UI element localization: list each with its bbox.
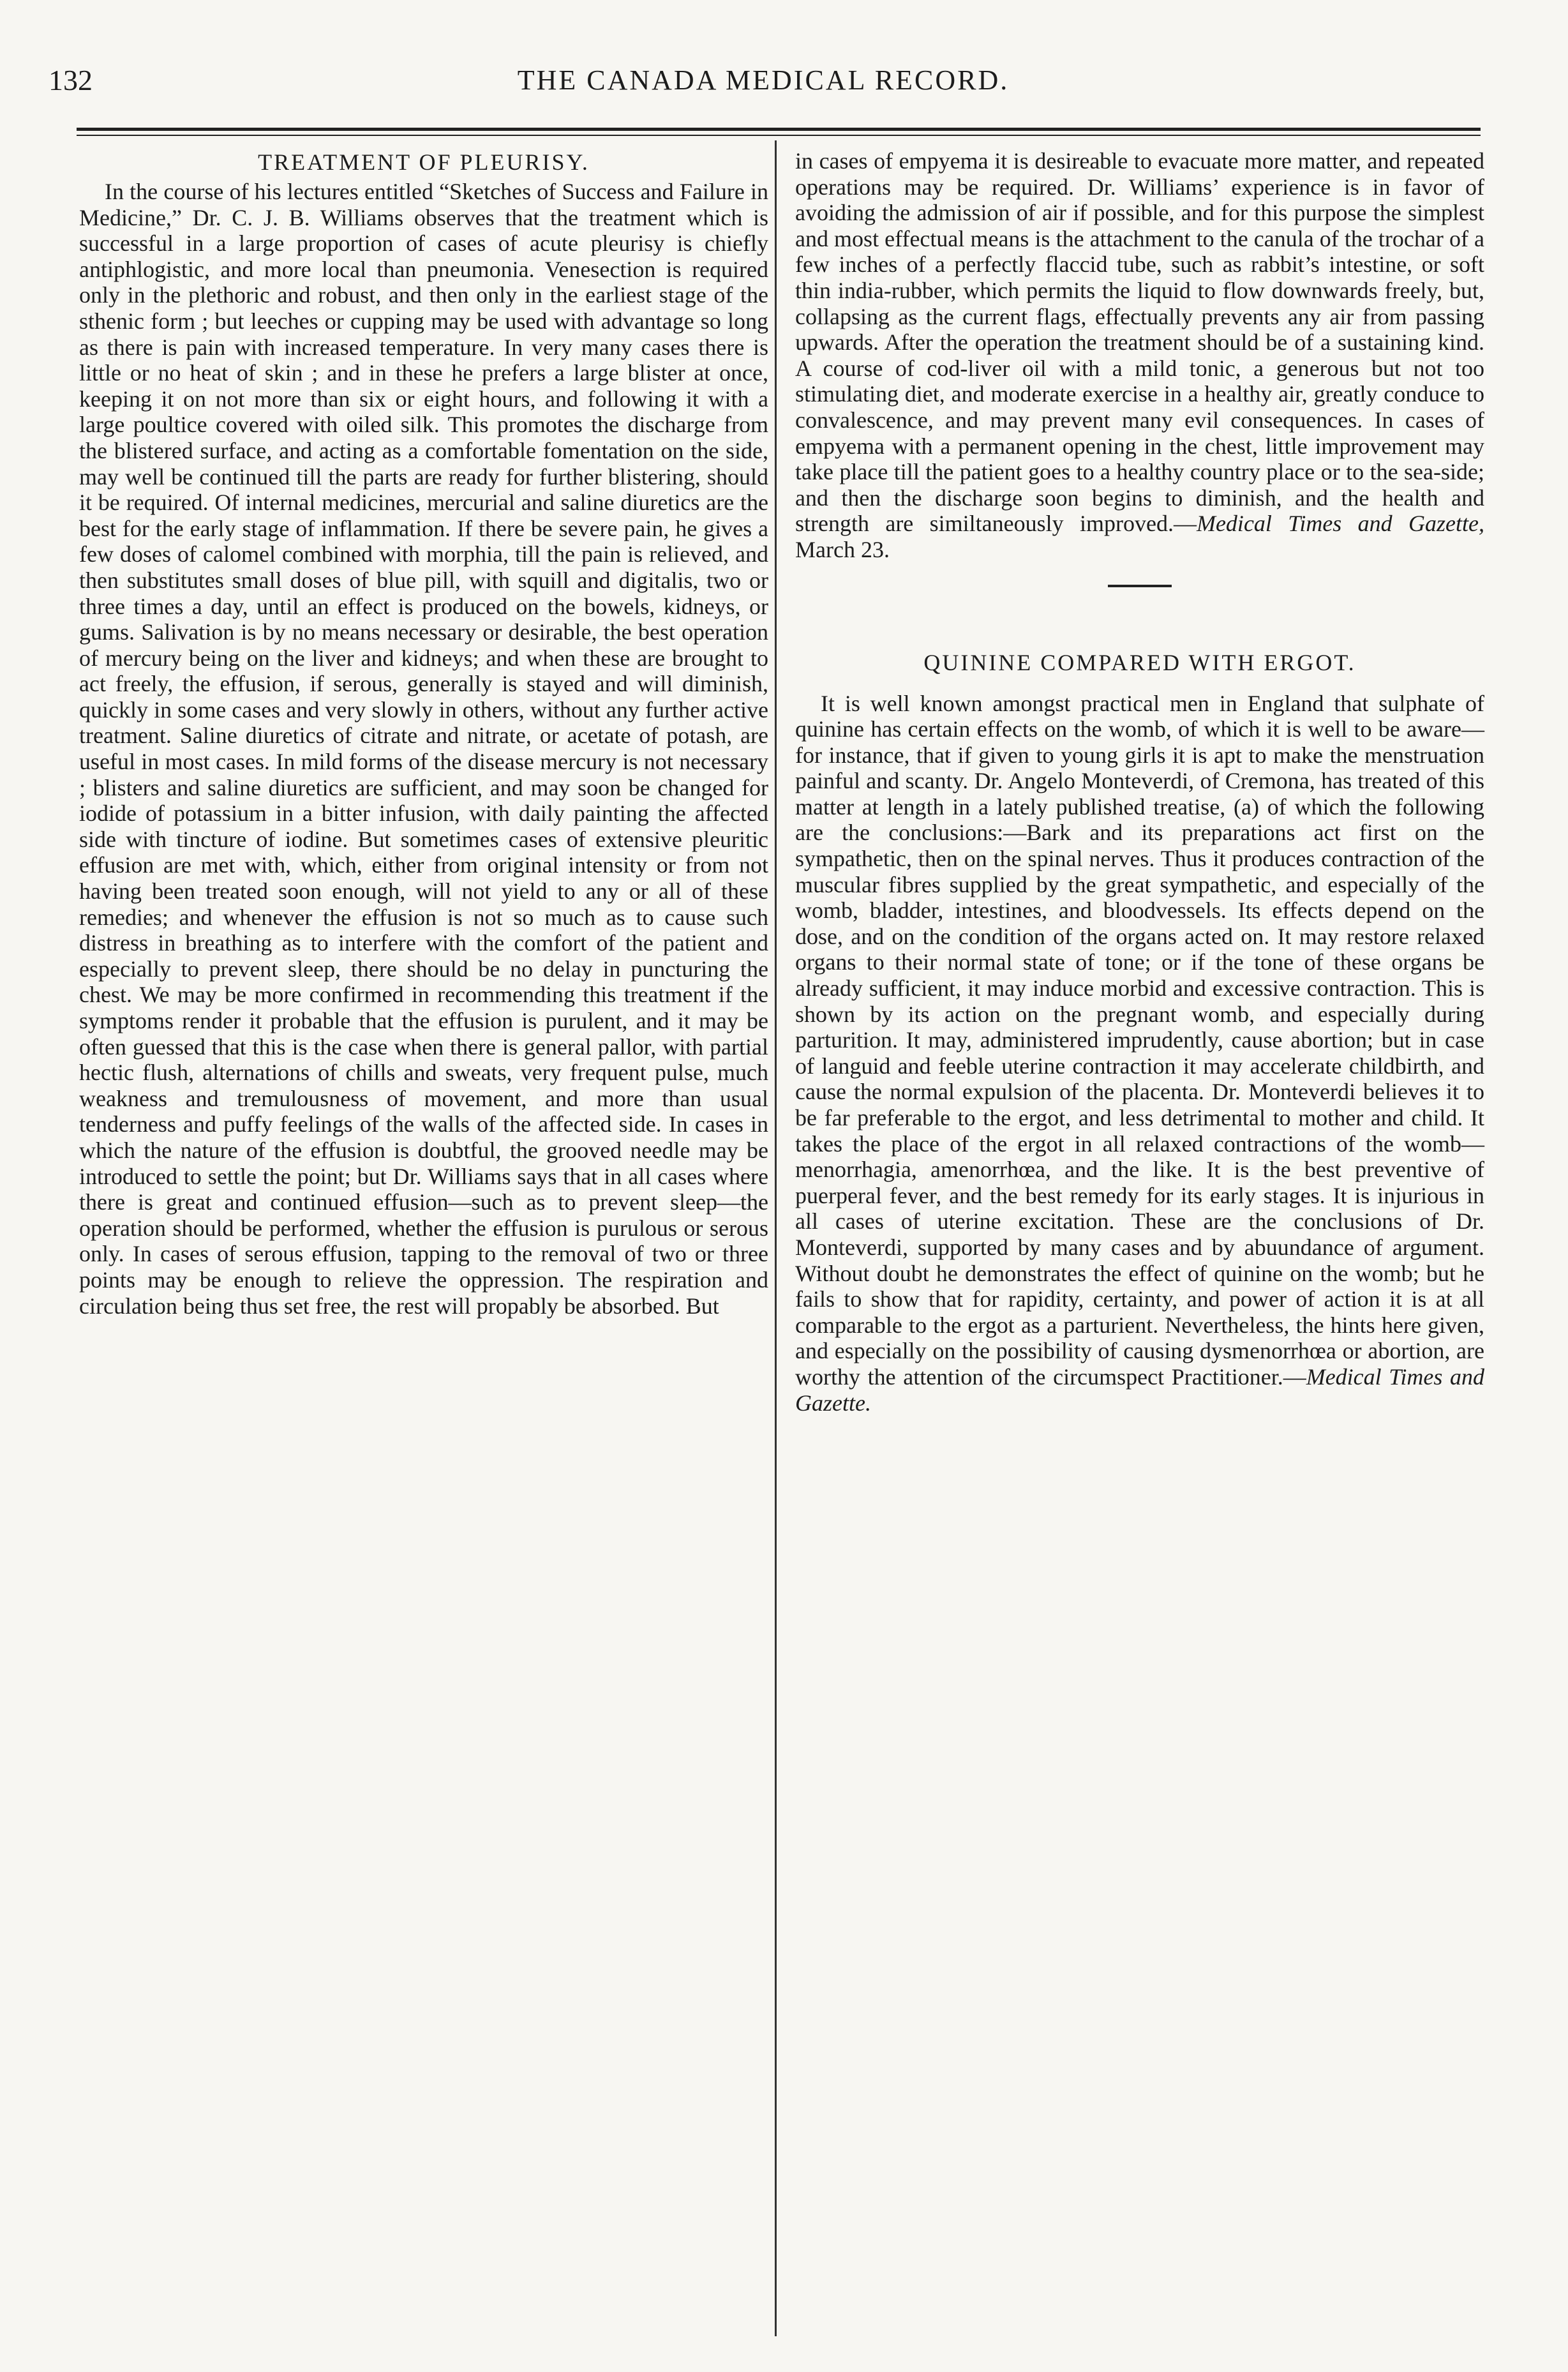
article-continuation-pleurisy xyxy=(795,148,1484,563)
page-header xyxy=(49,61,1478,106)
left-column xyxy=(79,148,768,1319)
header-rule-thick xyxy=(77,128,1481,131)
right-column xyxy=(795,148,1484,1416)
continuation-date: March 23. xyxy=(795,536,890,562)
column-divider xyxy=(775,140,777,2336)
header-rule-thin xyxy=(77,135,1481,136)
page-number: 132 xyxy=(49,64,93,96)
quinine-source: Medical Times and Gazette. xyxy=(795,1363,1484,1416)
continuation-text: in cases of empyema it is desireable to evacuate more matter, and repeated operations may be required. Dr. Williams’ experience is in favor of avoiding the admission of air if possible, and for this purpose the simplest and most effectual means is the attachment to the canula of the trochar of a few inches of a perfectly flaccid tube, such as rabbit’s intestine, or soft thin india-rubber, which permits the liquid to flow downwards freely, but, collapsing as the current flags, effectually prevents any air from passing upwards. After the operation the treatment should be of a sustaining kind. A course of cod-liver oil with a mild tonic, a generous but not too stimulating diet, and moderate exercise in a healthy air, greatly conduce to convalescence, and may prevent many evil consequences. In cases of empyema with a permanent opening in the chest, little improvement may take place till the patient goes to a healthy country place or to the sea-side; and then the discharge soon begins to diminish, and the health and strength are similtaneously improved.— xyxy=(795,148,1484,537)
quinine-text: It is well known amongst practical men in England that sulphate of quinine has certain effects on the womb, of which it is well to be aware—for instance, that if given to young girls it is apt to make the menstruation painful and scanty. Dr. Angelo Monteverdi, of Cremona, has treated of this matter at length in a lately published treatise, (a) of which the following are the conclusions:—Bark and its preparations act first on the sympathetic, then on the spinal nerves. Thus it produces contraction of the muscular fibres supplied by the great sympathetic, and especially of the womb, bladder, intestines, and bloodvessels. Its effects depend on the dose, and on the condition of the organs acted on. It may restore relaxed organs to their normal state of tone; or if the tone of these organs be already sufficient, it may induce morbid and excessive contraction. This is shown by its action on the pregnant womb, and especially during parturition. It may, administered imprudently, cause abortion; but in case of languid and feeble uterine contraction it may accelerate childbirth, and cause the normal expulsion of the placenta. Dr. Monteverdi believes it to be far preferable to the ergot, and less detrimental to mother and child. It takes the place of the ergot in all relaxed contractions of the womb—menorrhagia, amenorrhœa, and the like. It is the best preventive of puerperal fever, and the best remedy for its early stages. It is injurious in all cases of uterine excitation. These are the conclusions of Dr. Monteverdi, supported by many cases and by abuundance of argument. Without doubt he demonstrates the effect of quinine on the womb; but he fails to show that for rapidity, certainty, and power of action it is at all comparable to the ergot as a parturient. Nevertheless, the hints here given, and especially on the possibility of causing dysmenorrhœa or abortion, are worthy the attention of the circumspect Practitioner.— xyxy=(795,690,1484,1390)
article-separator xyxy=(1108,585,1172,587)
article-body-quinine xyxy=(795,691,1484,1416)
continuation-source: Medical Times and Gazette, xyxy=(1196,511,1484,537)
running-title: THE CANADA MEDICAL RECORD. xyxy=(517,64,1010,96)
article-heading-pleurisy: TREATMENT OF PLEURISY. xyxy=(258,149,590,175)
article-heading-quinine: QUININE COMPARED WITH ERGOT. xyxy=(923,649,1356,675)
article-body-pleurisy: In the course of his lectures entitled “Sketches of Success and Failure in Medicine,” Dr. C. J. B. Williams observes that the treatment which is successful in a large proportion of cases of acute pleurisy is chiefly antiphlogistic, and more local than pneumonia. Venesection is required only in the plethoric and robust, and then only in the earliest stage of the sthenic form ; but leeches or cupping may be used with advantage so long as there is pain with increased temperature. In very many cases there is little or no heat of skin ; and in these he prefers a large blister at once, keeping it on not more than six or eight hours, and following it with a large poultice covered with oiled silk. This promotes the discharge from the blistered surface, and acting as a comfortable fomentation on the side, may well be continued till the parts are ready for further blistering, should it be required. Of internal medicines, mercurial and saline diuretics are the best for the early stage of inflammation. If there be severe pain, he gives a few doses of calomel combined with morphia, till the pain is relieved, and then substitutes small doses of blue pill, with squill and digitalis, two or three times a day, until an effect is produced on the bowels, kidneys, or gums. Salivation is by no means necessary or desirable, the best operation of mercury being on the liver and kidneys; and when these are brought to act freely, the effusion, if serous, generally is stayed and will diminish, quickly in some cases and very slowly in others, without any further active treatment. Saline diuretics of citrate and nitrate, or acetate of potash, are useful in most cases. In mild forms of the disease mercury is not necessary ; blisters and saline diuretics are sufficient, and may soon be changed for iodide of potassium in a bitter infusion, with daily painting the affected side with tincture of iodine. But sometimes cases of extensive pleuritic effusion are met with, which, either from original intensity or from not having been treated soon enough, will not yield to any or all of these remedies; and whenever the effusion is not so much as to cause such distress in breathing as to interfere with the comfort of the patient and especially to prevent sleep, there should be no delay in puncturing the chest. We may be more confirmed in recommending this treatment if the symptoms render it probable that the effusion is purulent, and it may be often guessed that this is the case when there is general pallor, with partial hectic flush, alternations of chills and sweats, very frequent pulse, much weakness and tremulousness of movement, and more than usual tenderness and puffy feelings of the walls of the affected side. In cases in which the nature of the effusion is doubtful, the grooved needle may be introduced to settle the point; but Dr. Williams says that in all cases where there is great and continued effusion—such as to prevent sleep—the operation should be performed, whether the effusion is purulous or serous only. In cases of serous effusion, tapping to the removal of two or three points may be enough to relieve the oppression. The respiration and circulation being thus set free, the rest will propably be absorbed. But xyxy=(79,179,768,1319)
